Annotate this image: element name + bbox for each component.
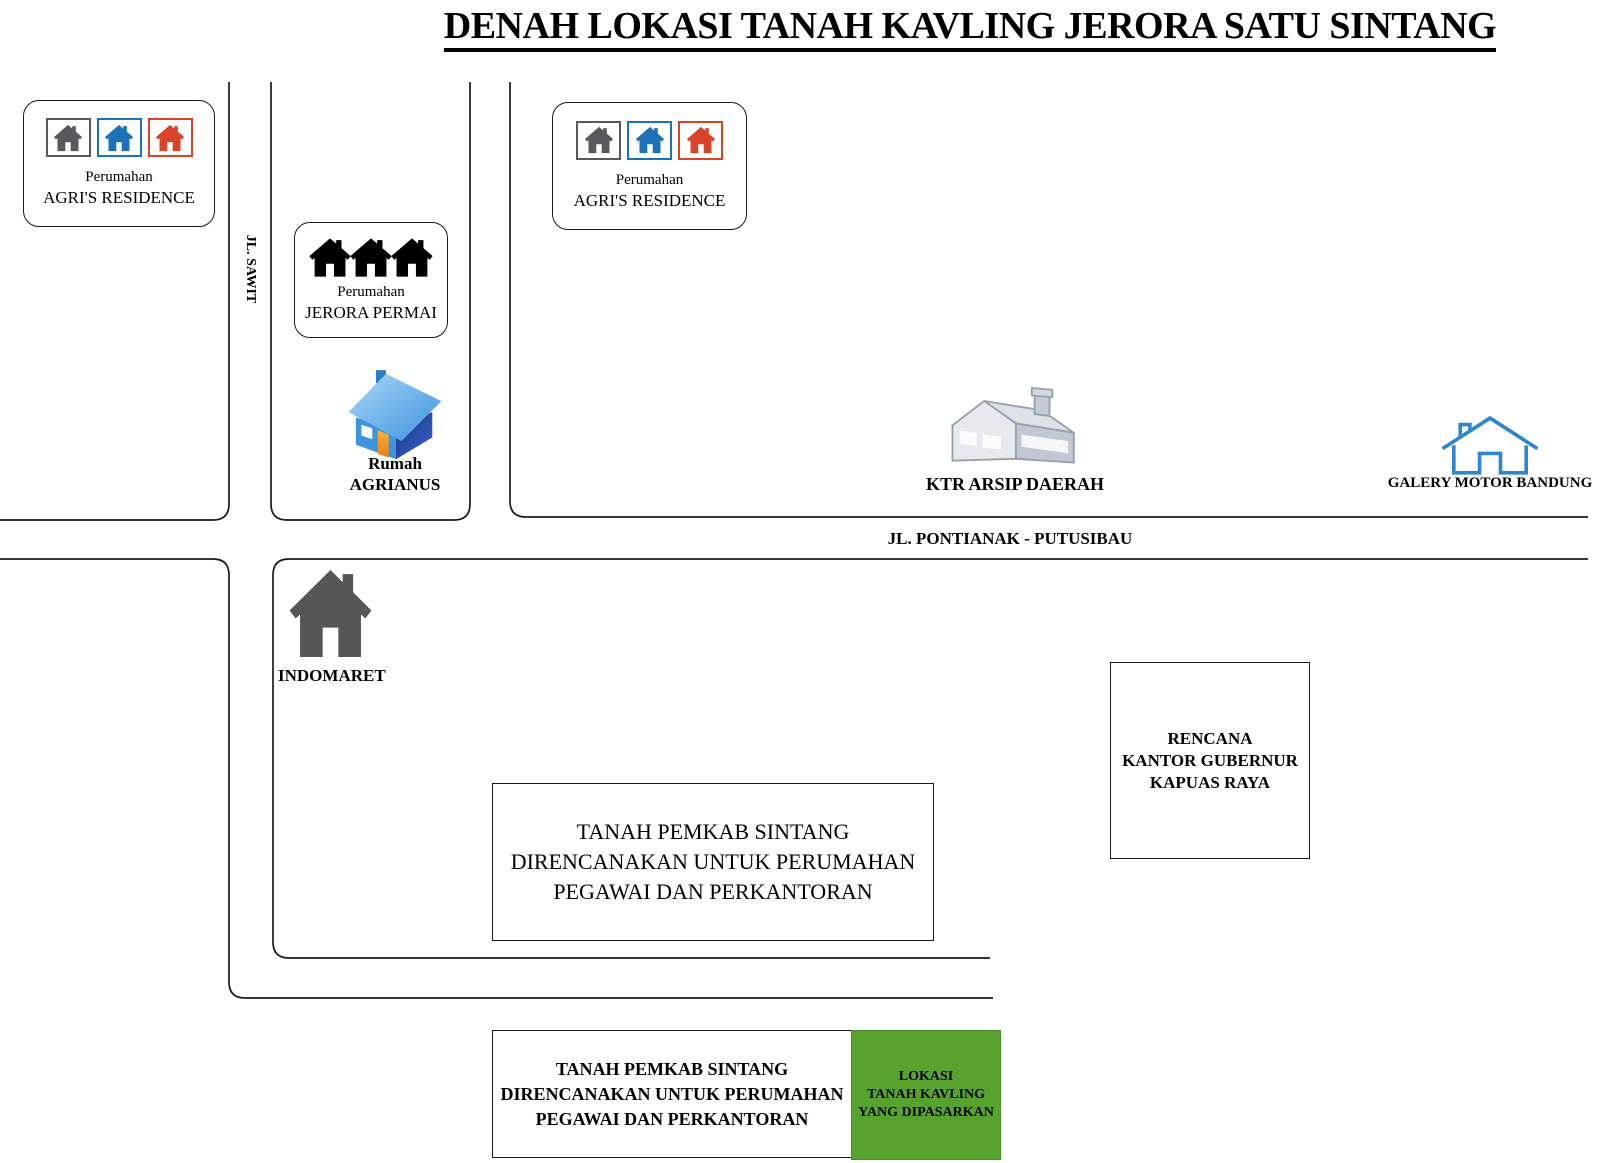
rencana-line1: RENCANA	[1167, 728, 1253, 748]
tanah-mid-line1: TANAH PEMKAB SINTANG	[576, 819, 850, 844]
gray-house-icon	[46, 118, 91, 157]
lokasi-line3: YANG DIPASARKAN	[858, 1105, 994, 1120]
agris1-subtitle: Perumahan	[85, 169, 153, 185]
blue-3d-house-icon	[345, 364, 445, 460]
gray-warehouse-icon	[945, 382, 1085, 476]
red-house-icon	[148, 118, 193, 157]
red-house-icon	[678, 121, 723, 160]
lokasi-tanah-kavling-box	[851, 1030, 1001, 1160]
lokasi-line1: LOKASI	[898, 1069, 954, 1084]
blue-house-icon	[97, 118, 142, 157]
agris-houses-row	[576, 121, 723, 160]
tanah-pemkab-bottom-box	[492, 1030, 852, 1158]
agris-houses-row	[46, 118, 193, 157]
page-title: DENAH LOKASI TANAH KAVLING JERORA SATU SINTANG	[420, 4, 1520, 48]
ktr-arsip-label: KTR ARSIP DAERAH	[925, 474, 1105, 494]
lokasi-line2: TANAH KAVLING	[866, 1087, 986, 1102]
agrianus-label-line1: Rumah	[368, 454, 422, 473]
agrianus-label-line2: AGRIANUS	[349, 475, 441, 494]
blue-outline-house-icon	[1425, 402, 1555, 476]
tanah-bottom-line3: PEGAWAI DAN PERKANTORAN	[535, 1108, 809, 1129]
agris2-name: AGRI'S RESIDENCE	[573, 190, 726, 210]
jerora-subtitle: Perumahan	[337, 283, 405, 300]
jerora-permai-box	[294, 222, 448, 338]
tanah-mid-line2: DIRENCANAKAN UNTUK PERUMAHAN	[510, 849, 916, 874]
agris-residence-box-1	[23, 100, 215, 227]
rencana-kantor-gubernur-box	[1110, 662, 1310, 859]
agris-residence-box-2	[552, 102, 747, 230]
dark-gray-house-icon	[287, 567, 374, 660]
indomaret-label: INDOMARET	[278, 666, 386, 685]
road-label-jl-pontianak-putusibau: JL. PONTIANAK - PUTUSIBAU	[887, 529, 1133, 548]
jerora-name: JERORA PERMAI	[305, 302, 437, 322]
three-black-houses-icon	[308, 237, 434, 278]
galery-motor-label: GALERY MOTOR BANDUNG	[1387, 475, 1593, 491]
rencana-line2: KANTOR GUBERNUR	[1122, 750, 1298, 770]
agris1-name: AGRI'S RESIDENCE	[43, 188, 195, 207]
gray-house-icon	[576, 121, 621, 160]
tanah-bottom-line1: TANAH PEMKAB SINTANG	[555, 1058, 789, 1079]
tanah-bottom-line2: DIRENCANAKAN UNTUK PERUMAHAN	[500, 1083, 844, 1104]
tanah-pemkab-mid-box	[492, 783, 934, 941]
tanah-mid-line3: PEGAWAI DAN PERKANTORAN	[553, 879, 873, 904]
agris2-subtitle: Perumahan	[615, 171, 684, 188]
rencana-line3: KAPUAS RAYA	[1149, 772, 1271, 792]
road-label-jl-sawit: JL. SAWIT	[243, 234, 258, 304]
blue-house-icon	[627, 121, 672, 160]
